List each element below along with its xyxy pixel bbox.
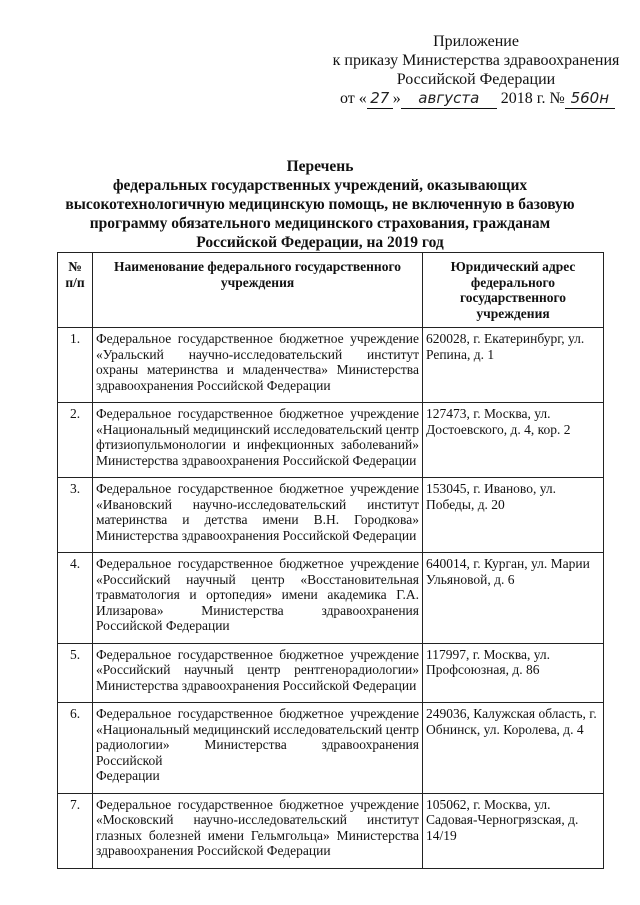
row-address: 127473, г. Москва, ул. Достоевского, д. 4, кор. 2 — [423, 403, 604, 478]
row-name — [93, 553, 423, 644]
order-date-line — [340, 88, 640, 109]
row-number: 3. — [58, 478, 93, 553]
row-address: 153045, г. Иваново, ул. Победы, д. 20 — [423, 478, 604, 553]
row-address: 640014, г. Курган, ул. Марии Ульяновой, д. 6 — [423, 553, 604, 644]
row-name — [93, 328, 423, 403]
header-number: № п/п — [58, 253, 93, 328]
table-row — [58, 793, 604, 868]
title-line: программу обязательного медицинского страхования, гражданам — [89, 215, 551, 232]
order-year: 2018 г. № — [500, 90, 565, 107]
row-address: 249036, Калужская область, г. Обнинск, ул. Королева, д. 4 — [423, 703, 604, 794]
row-name-text: Федеральное государственное бюджетное учреждение «Уральский научно-исследовательский институт охраны материнства и младенчества» Министерства — [96, 331, 419, 377]
row-name-text: Федеральное государственное бюджетное учреждение «Российский научный центр «Восстановительная травматология и ортопедия» имени академика Г.А. Илизарова» Министерства здравоохранения — [96, 556, 419, 618]
header-address: Юридический адрес федерального государственного учреждения — [423, 253, 604, 328]
row-name-text: Федеральное государственное бюджетное учреждение «Российский научный центр рентгенорадиологии» — [96, 646, 419, 677]
row-name-last: Министерства здравоохранения Российской Федерации — [96, 452, 417, 468]
row-name — [93, 643, 423, 703]
appendix-block — [330, 32, 622, 89]
row-name-last: Министерства здравоохранения Российской Федерации — [96, 677, 417, 693]
row-name-text: Федеральное государственное бюджетное учреждение «Национальный медицинский исследовательский центр фтизиопульмонологии и инфекционных заболеваний» — [96, 406, 419, 452]
order-day-handwritten: 27 — [367, 88, 393, 109]
row-number: 6. — [58, 703, 93, 794]
order-month-handwritten: августа — [401, 88, 497, 109]
row-name-text: Федеральное государственное бюджетное учреждение «Национальный медицинский исследовательский центр радиологии» Министерства здравоохранения Российской — [96, 706, 419, 768]
row-name-text: Федеральное государственное бюджетное учреждение «Московский научно-исследовательский институт глазных болезней имени Гельмгольца» Министерства — [96, 796, 419, 843]
table-row — [58, 478, 604, 553]
row-name-last: здравоохранения Российской Федерации — [96, 843, 331, 858]
row-number: 1. — [58, 328, 93, 403]
table-row — [58, 328, 604, 403]
row-name — [93, 703, 423, 794]
row-address: 105062, г. Москва, ул. Садовая-Черногрязская, д. 14/19 — [423, 793, 604, 868]
appendix-line: Российской Федерации — [396, 71, 556, 88]
appendix-line: к приказу Министерства здравоохранения — [332, 52, 620, 69]
title-line: высокотехнологичную медицинскую помощь, не включенную в базовую — [65, 196, 575, 213]
row-name — [93, 403, 423, 478]
order-mid: » — [392, 90, 401, 107]
table-row — [58, 643, 604, 703]
row-name — [93, 793, 423, 868]
appendix-line: Приложение — [433, 33, 519, 50]
row-name-last: Министерства здравоохранения Российской Федерации — [96, 527, 417, 543]
row-name-last: Федерации — [96, 768, 160, 783]
row-name-last: здравоохранения Российской Федерации — [96, 377, 331, 393]
order-number-handwritten: 560н — [565, 88, 615, 109]
table-header-row — [58, 253, 604, 328]
table-row — [58, 553, 604, 644]
title-line: федеральных государственных учреждений, оказывающих — [112, 177, 528, 194]
title-line: Перечень — [286, 158, 354, 175]
row-number: 2. — [58, 403, 93, 478]
row-number: 4. — [58, 553, 93, 644]
title-line: Российской Федерации, на 2019 год — [196, 234, 444, 251]
institutions-table — [57, 252, 604, 869]
order-prefix: от « — [340, 90, 367, 107]
row-address: 117997, г. Москва, ул. Профсоюзная, д. 86 — [423, 643, 604, 703]
row-name — [93, 478, 423, 553]
row-number: 7. — [58, 793, 93, 868]
row-number: 5. — [58, 643, 93, 703]
row-name-last: Российской Федерации — [96, 618, 230, 633]
table-row — [58, 703, 604, 794]
table-row — [58, 403, 604, 478]
header-name: Наименование федерального государственного учреждения — [93, 253, 423, 328]
document-title — [40, 157, 600, 252]
row-name-text: Федеральное государственное бюджетное учреждение «Ивановский научно-исследовательский институт материнства и детства имени В.Н. Городкова» — [96, 481, 419, 527]
row-address: 620028, г. Екатеринбург, ул. Репина, д. 1 — [423, 328, 604, 403]
